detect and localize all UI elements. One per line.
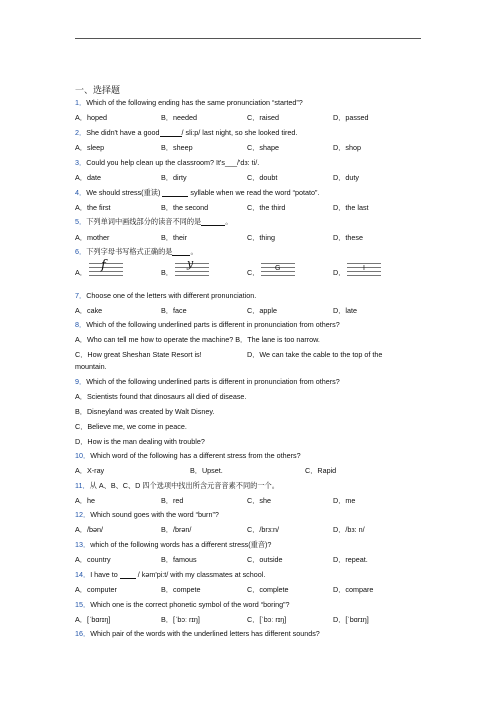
question-text: Which of the following ending has the same pronunciation “started”? [86,98,303,107]
option-d[interactable]: D．these [333,233,363,242]
options-14 [75,585,415,594]
answer-blank[interactable] [120,571,136,579]
header-rule [75,38,421,39]
question-text: 。 [190,247,198,256]
option-c[interactable]: C．she [247,496,271,505]
question-number: 13． [75,540,91,549]
question-8 [75,320,340,329]
option-c[interactable]: C．Rapid [305,466,337,475]
question-number: 14． [75,570,91,579]
question-text: I have to [90,570,118,579]
handwriting-staff-d [347,262,381,275]
question-text: Choose one of the letters with different pronunciation. [86,291,257,300]
options-1 [75,113,415,122]
option-c[interactable]: C．How great Sheshan State Resort is! [75,350,202,359]
question-16 [75,629,320,638]
option-c[interactable]: C． [247,268,260,277]
letter-i: I [363,265,365,272]
options-8 [75,350,421,359]
option-c[interactable]: C．doubt [247,173,278,182]
option-d[interactable]: D．How is the man dealing with trouble? [75,437,205,446]
option-b[interactable]: B．/brən/ [161,525,192,534]
answer-blank[interactable] [162,189,188,197]
question-text: 。 [225,217,233,226]
option-d[interactable]: D．me [333,496,356,505]
question-12 [75,510,219,519]
option-c[interactable]: C．apple [247,306,277,315]
options-11 [75,496,415,505]
question-6 [75,247,198,256]
handwriting-staff-b [175,257,209,275]
question-text: Which sound goes with the word “burn”? [90,510,219,519]
question-number: 2． [75,128,87,137]
answer-blank[interactable] [160,129,182,137]
option-c[interactable]: C．the third [247,203,286,212]
option-d[interactable]: D．shop [333,143,361,152]
question-number: 9． [75,377,87,386]
question-10 [75,451,301,460]
option-d[interactable]: D．/bз: n/ [333,525,365,534]
options-3 [75,173,415,182]
options-10 [75,466,415,475]
options-15 [75,615,415,624]
letter-g: G [275,265,281,272]
option-a[interactable]: A．cake [75,306,103,315]
letter-y: y [187,257,194,270]
options-6 [75,257,415,282]
options-12 [75,525,415,534]
question-text: syllable when we read the word “potato”. [190,188,320,197]
question-text: 下列字母书写格式正确的是 [86,247,173,256]
letter-f: f [101,258,106,273]
question-number: 15． [75,600,91,609]
question-text: 下列单词中画线部分的读音不同的是 [86,217,202,226]
question-11 [75,481,279,490]
question-text: We should stress(重读) [86,188,161,197]
option-b[interactable]: B．compete [161,585,201,594]
option-b[interactable]: B．red [161,496,184,505]
option-a[interactable]: A．the first [75,203,111,212]
question-text: Could you help clean up the classroom? It's___/'dз: ti/. [86,158,260,167]
question-number: 7． [75,291,87,300]
option-d[interactable]: D．compare [333,585,374,594]
option-a[interactable]: A．he [75,496,95,505]
options-13 [75,555,415,564]
question-text: Which word of the following has a different stress from the others? [90,451,301,460]
option-line[interactable]: A．Who can tell me how to operate the machine? B．The lane is too narrow. [75,335,320,344]
option-d[interactable]: D． [333,268,346,277]
option-a[interactable]: A．X-ray [75,466,105,475]
question-text: Which pair of the words with the underlined letters has different sounds? [90,629,320,638]
option-c[interactable]: C．[ˈbɔː rɪŋ] [247,615,287,624]
option-b[interactable]: B． [161,268,173,277]
question-text: Which of the following underlined parts is different in pronunciation from others? [86,320,340,329]
question-number: 4． [75,188,87,197]
question-text: / sli:p/ last night, so she looked tired. [181,128,298,137]
question-text: which of the following words has a different stress(重音)? [90,540,272,549]
question-7 [75,291,256,300]
question-15 [75,600,290,609]
option-c[interactable]: C．raised [247,113,279,122]
option-b[interactable]: B．face [161,306,187,315]
question-13 [75,540,271,549]
option-a[interactable]: A．sleep [75,143,105,152]
question-number: 16． [75,629,91,638]
question-5 [75,217,232,226]
answer-blank[interactable] [201,218,225,226]
option-a[interactable]: A．[ˈbɑrɪŋ] [75,615,111,624]
option-b[interactable]: B．their [161,233,187,242]
option-d[interactable]: D．the last [333,203,369,212]
option-c[interactable]: C．/brз:n/ [247,525,280,534]
option-a[interactable]: A．date [75,173,101,182]
question-number: 1． [75,98,87,107]
option-b[interactable]: B．the second [161,203,209,212]
option-b[interactable]: B．famous [161,555,197,564]
option-d[interactable]: D．late [333,306,357,315]
question-number: 10． [75,451,91,460]
option-a[interactable]: A．computer [75,585,117,594]
option-b[interactable]: B．sheep [161,143,193,152]
question-14 [75,570,265,579]
option-c[interactable]: C．thing [247,233,275,242]
options-4 [75,203,415,212]
question-number: 8． [75,320,87,329]
option-b[interactable]: B．[ˈbɔː rɪŋ] [161,615,200,624]
option-c[interactable]: C．shape [247,143,279,152]
question-number: 3． [75,158,87,167]
option-b[interactable]: B．dirty [161,173,187,182]
option-c[interactable]: C．Believe me, we come in peace. [75,422,187,431]
option-line-continued: mountain. [75,362,107,371]
answer-blank[interactable] [172,248,190,256]
option-a[interactable]: A．country [75,555,111,564]
question-number: 6． [75,247,87,256]
question-text: She didn't have a good [86,128,160,137]
option-b[interactable]: B．Disneyland was created by Walt Disney. [75,407,215,416]
question-text: / kəm'pi:t/ with my classmates at school. [137,570,266,579]
question-text: Which one is the correct phonetic symbol of the word “boring”? [90,600,290,609]
section-title: 一、选择题 [75,85,121,95]
option-a[interactable]: A．/bən/ [75,525,103,534]
option-c[interactable]: C．outside [247,555,283,564]
question-number: 12． [75,510,91,519]
question-1 [75,98,303,107]
option-a[interactable]: A． [75,268,87,277]
option-c[interactable]: C．complete [247,585,289,594]
options-2 [75,143,415,152]
question-number: 11． [75,481,90,490]
question-number: 5． [75,217,87,226]
options-7 [75,306,415,315]
options-5 [75,233,415,242]
option-a[interactable]: A．hoped [75,113,107,122]
option-a[interactable]: A．Scientists found that dinosaurs all died of disease. [75,392,247,401]
option-d[interactable]: D．repeat. [333,555,368,564]
option-a[interactable]: A．mother [75,233,110,242]
option-d[interactable]: D．duty [333,173,359,182]
question-text: 从 A、B、C、D 四个选项中找出所含元音音素不同的一个。 [89,481,279,490]
option-d[interactable]: D．[ˈbɑrɪŋ] [333,615,369,624]
option-b[interactable]: B．Upset. [190,466,223,475]
handwriting-staff-a [89,258,123,275]
handwriting-staff-c [261,262,295,275]
question-3 [75,158,259,167]
question-2 [75,128,297,137]
option-d[interactable]: D．passed [333,113,369,122]
question-9 [75,377,340,386]
question-text: Which of the following underlined parts is different in pronunciation from others? [86,377,340,386]
question-4 [75,188,319,197]
option-b[interactable]: B．needed [161,113,197,122]
option-d[interactable]: D．We can take the cable to the top of the [247,350,383,359]
